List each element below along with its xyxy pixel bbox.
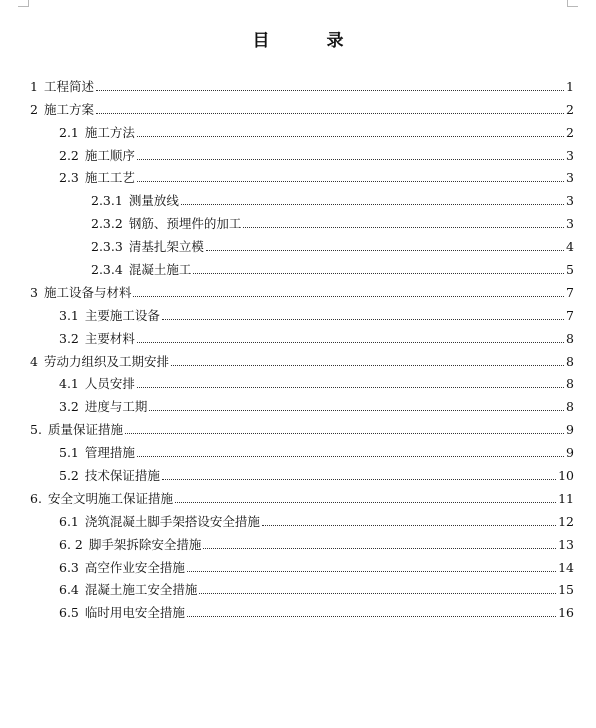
dot-leader [137,342,564,343]
toc-entry-number: 6.3 [59,559,79,575]
toc-entry-heading [59,308,160,324]
dot-leader [162,479,556,480]
toc-entry-page-number: 3 [566,216,574,232]
toc-entry-page-number: 16 [558,605,574,621]
toc-entry-page-number: 13 [558,536,574,552]
toc-entry-label: 施工顺序 [84,147,135,163]
toc-entry-number: 5.1 [59,445,79,461]
toc-entry-page-number: 8 [566,353,574,369]
toc-entry[interactable] [30,576,574,599]
toc-entry[interactable] [30,484,574,507]
table-of-contents [30,72,574,621]
toc-entry-label: 施工方案 [43,101,94,117]
toc-entry-number: 6.5 [59,605,79,621]
dot-leader [137,136,564,137]
toc-entry-page-number: 8 [566,376,574,392]
toc-entry-heading [91,262,191,278]
toc-entry-page-number: 2 [566,124,574,140]
toc-entry[interactable] [30,164,574,187]
toc-entry[interactable] [30,553,574,576]
dot-leader [243,227,564,228]
toc-entry-label: 高空作业安全措施 [84,559,185,575]
toc-entry-label: 进度与工期 [84,399,148,415]
toc-entry-heading [30,79,94,95]
toc-entry-heading [59,445,135,461]
page-corner-mark-right [567,0,578,7]
toc-entry-label: 混凝土施工安全措施 [84,582,198,598]
toc-entry-label: 施工设备与材料 [43,284,132,300]
toc-entry-number: 3.2 [59,399,79,415]
toc-entry[interactable] [30,415,574,438]
toc-entry[interactable] [30,324,574,347]
toc-entry-page-number: 9 [566,422,574,438]
toc-entry-label: 劳动力组织及工期安排 [43,353,169,369]
toc-entry-heading [59,582,197,598]
dot-leader [187,571,556,572]
toc-entry-heading [30,354,169,370]
toc-entry-heading [59,560,185,576]
dot-leader [162,319,564,320]
dot-leader [149,410,564,411]
toc-entry-heading [59,376,135,392]
toc-entry-heading [30,491,173,507]
dot-leader [125,433,564,434]
toc-entry-page-number: 8 [566,330,574,346]
toc-entry-label: 人员安排 [84,376,135,392]
toc-entry-heading [91,239,204,255]
toc-entry[interactable] [30,278,574,301]
toc-entry-page-number: 7 [566,307,574,323]
toc-entry-label: 浇筑混凝土脚手架搭设安全措施 [84,513,260,529]
toc-entry-number: 2.3 [59,170,79,186]
toc-entry-number: 2.3.4 [91,262,123,278]
toc-entry-heading [59,537,201,553]
toc-entry-number: 2.2 [59,147,79,163]
dot-leader [171,365,564,366]
toc-entry-label: 脚手架拆除安全措施 [88,536,202,552]
toc-entry-page-number: 14 [558,559,574,575]
toc-entry[interactable] [30,118,574,141]
dot-leader [137,181,564,182]
toc-entry-label: 主要施工设备 [84,307,160,323]
toc-entry-page-number: 1 [566,78,574,94]
toc-entry-page-number: 7 [566,284,574,300]
toc-entry-number: 6. [30,490,42,506]
dot-leader [137,159,564,160]
dot-leader [199,593,556,594]
toc-entry-page-number: 12 [558,513,574,529]
toc-entry[interactable] [30,392,574,415]
toc-entry-heading [59,468,160,484]
toc-entry-number: 6.4 [59,582,79,598]
toc-entry-heading [59,605,185,621]
toc-entry-page-number: 3 [566,170,574,186]
dot-leader [96,113,564,114]
toc-entry-heading [30,285,131,301]
toc-entry-label: 安全文明施工保证措施 [47,490,173,506]
dot-leader [137,456,564,457]
toc-entry-label: 施工方法 [84,124,135,140]
toc-entry-heading [59,125,135,141]
toc-entry-label: 施工工艺 [84,170,135,186]
toc-entry[interactable] [30,347,574,370]
toc-entry-number: 2.3.3 [91,239,123,255]
dot-leader [96,90,564,91]
toc-entry[interactable] [30,370,574,393]
dot-leader [187,616,556,617]
toc-entry[interactable] [30,72,574,95]
toc-entry-heading [59,170,135,186]
toc-entry[interactable] [30,530,574,553]
toc-entry-heading [91,193,179,209]
toc-entry-number: 5. [30,422,42,438]
toc-entry-number: 5.2 [59,468,79,484]
toc-entry-number: 4 [30,353,38,369]
toc-entry[interactable] [30,232,574,255]
toc-entry[interactable] [30,186,574,209]
toc-entry-label: 测量放线 [128,193,179,209]
toc-entry-label: 技术保证措施 [84,468,160,484]
dot-leader [206,250,564,251]
page-corner-mark-left [18,0,29,7]
dot-leader [133,296,564,297]
toc-entry-number: 2 [30,101,38,117]
toc-entry-number: 4.1 [59,376,79,392]
toc-entry-heading [59,514,260,530]
toc-entry-heading [59,399,147,415]
dot-leader [181,204,564,205]
toc-entry-label: 临时用电安全措施 [84,605,185,621]
toc-entry-page-number: 4 [566,239,574,255]
toc-entry-page-number: 11 [558,490,574,506]
toc-entry[interactable] [30,255,574,278]
toc-entry-heading [91,216,241,232]
toc-entry-label: 工程简述 [43,78,94,94]
toc-entry-label: 质量保证措施 [47,422,123,438]
toc-entry-page-number: 15 [558,582,574,598]
toc-entry-label: 钢筋、预埋件的加工 [128,216,242,232]
toc-entry-number: 3.2 [59,330,79,346]
toc-entry[interactable] [30,95,574,118]
toc-entry-page-number: 5 [566,262,574,278]
toc-entry[interactable] [30,598,574,621]
toc-entry-label: 主要材料 [84,330,135,346]
toc-entry-page-number: 3 [566,147,574,163]
dot-leader [262,525,556,526]
toc-entry-heading [30,422,123,438]
toc-entry-number: 2.3.1 [91,193,123,209]
toc-entry-number: 1 [30,78,38,94]
toc-entry-heading [30,102,94,118]
toc-entry-number: 2.3.2 [91,216,123,232]
toc-entry-heading [59,331,135,347]
toc-entry-page-number: 3 [566,193,574,209]
toc-entry-number: 6.1 [59,513,79,529]
toc-entry-page-number: 9 [566,445,574,461]
toc-entry-page-number: 2 [566,101,574,117]
dot-leader [203,548,556,549]
toc-entry-heading [59,148,135,164]
toc-entry-page-number: 8 [566,399,574,415]
toc-entry[interactable] [30,438,574,461]
toc-entry[interactable] [30,209,574,232]
toc-entry-label: 管理措施 [84,445,135,461]
toc-entry-label: 清基扎架立模 [128,239,204,255]
toc-entry-label: 混凝土施工 [128,262,192,278]
toc-entry-number: 2.1 [59,124,79,140]
dot-leader [193,273,564,274]
dot-leader [137,387,564,388]
toc-entry-number: 3 [30,284,38,300]
toc-entry[interactable] [30,301,574,324]
toc-entry-number: 6. 2 [59,536,83,552]
toc-entry-page-number: 10 [558,468,574,484]
page-title: 目 录 [252,31,364,51]
dot-leader [175,502,556,503]
toc-entry[interactable] [30,461,574,484]
toc-entry[interactable] [30,507,574,530]
toc-entry[interactable] [30,141,574,164]
toc-entry-number: 3.1 [59,307,79,323]
